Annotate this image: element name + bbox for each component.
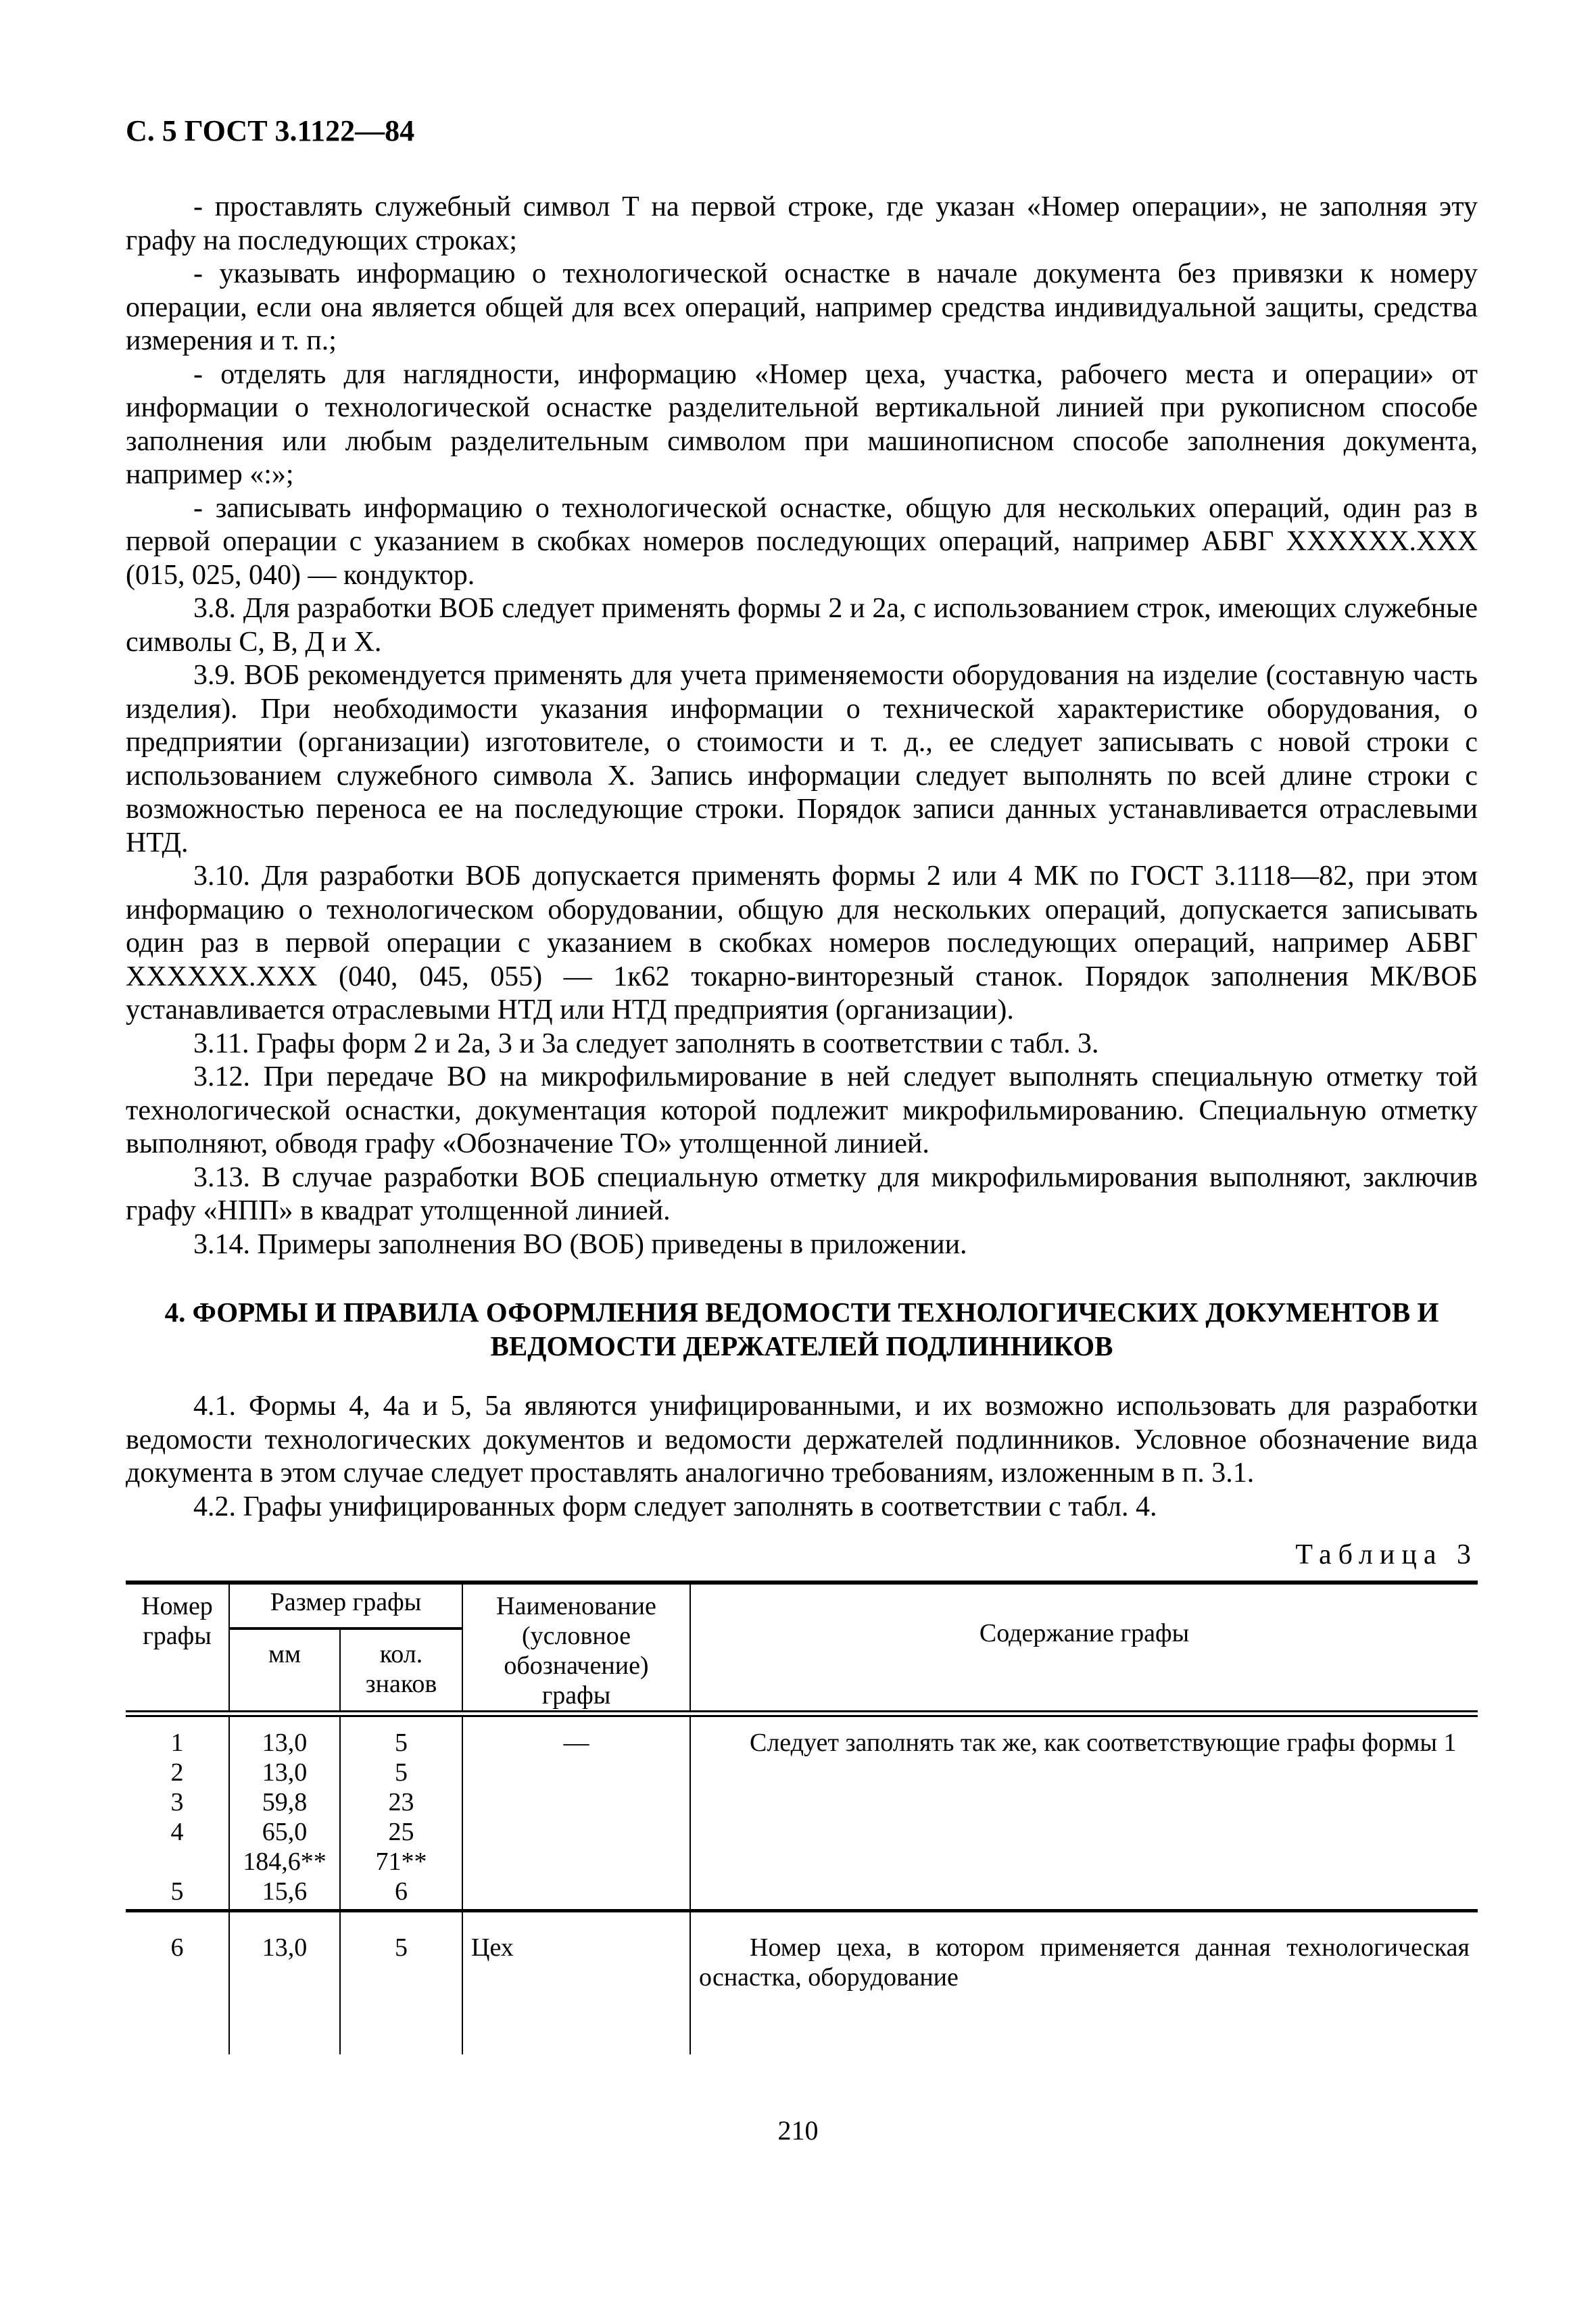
paragraph: 3.9. ВОБ рекомендуется применять для учета применяемости оборудования на изделие (составную часть изделия). При необходимости указания информации о технической характеристике оборудования, о предприятии (организации) изготовителе, о стоимости и т. д., ее следует записывать с новой строки с использованием служебного символа Х. Запись информации следует выполнять по всей длине строки с возможностью переноса ее на последующие строки. Порядок записи данных устанавливается отраслевыми НТД. — [126, 660, 1478, 859]
value: 13,0 — [262, 1728, 308, 1757]
cell-chars: 5 — [340, 1910, 462, 2054]
page-header: С. 5 ГОСТ 3.1122—84 — [126, 114, 415, 147]
section-heading: 4. ФОРМЫ И ПРАВИЛА ОФОРМЛЕНИЯ ВЕДОМОСТИ ТЕХНОЛОГИЧЕСКИХ ДОКУМЕНТОВ И ВЕДОМОСТИ ДЕРЖАТЕЛЕЙ ПОДЛИННИКОВ — [164, 1297, 1439, 1361]
paragraph: - указывать информацию о технологической оснастке в начале документа без привязки к номеру операции, если она является общей для всех операций, например средства индивидуальной защиты, средства измерения и т. п.; — [126, 258, 1478, 356]
value: 6 — [395, 1877, 408, 1906]
header-number: Номер графы — [126, 1583, 229, 1714]
cell-content: Следует заполнять так же, как соответствующие графы формы 1 — [690, 1714, 1478, 1911]
paragraph: - записывать информацию о технологической оснастке, общую для нескольких операций, один раз в первой операции с указанием в скобках номеров последующих операций, например АБВГ ХХХХХХ.ХХХ (015, 025, 040) — кондуктор. — [126, 492, 1478, 591]
value: 5 — [395, 1758, 408, 1787]
paragraph: 4.1. Формы 4, 4а и 5, 5а являются унифицированными, и их возможно использовать для разработки ведомости технологических документов и ведомости держателей подлинников. Условное обозначение вида документа в этом случае следует проставлять аналогично требованиям, изложенным в п. 3.1. — [126, 1391, 1478, 1489]
paragraph: 3.12. При передаче ВО на микрофильмирование в ней следует выполнять специальную отметку той технологической оснастки, документация которой подлежит микрофильмированию. Специальную отметку выполняют, обводя графу «Обозначение ТО» утолщенной линией. — [126, 1061, 1478, 1159]
paragraph: 3.14. Примеры заполнения ВО (ВОБ) приведены в приложении. — [193, 1228, 967, 1260]
table-caption: Таблица 3 — [1295, 1539, 1478, 1570]
table-row — [126, 1910, 1478, 2054]
value: 5 — [395, 1728, 408, 1757]
paragraph: 3.11. Графы форм 2 и 2а, 3 и 3а следует заполнять в соответствии с табл. 3. — [193, 1028, 1099, 1059]
cell-mm — [229, 1714, 340, 1911]
value: 184,6** — [243, 1847, 327, 1876]
header-name: Наименование (условное обозначение) графы — [462, 1583, 690, 1714]
value — [134, 1847, 220, 1877]
header-mm: мм — [229, 1629, 340, 1713]
value: 59,8 — [262, 1787, 308, 1816]
paragraph: - проставлять служебный символ Т на первой строке, где указан «Номер операции», не заполняя эту графу на последующих строках; — [126, 191, 1478, 256]
value: 2 — [170, 1758, 184, 1787]
value: 1 — [170, 1728, 184, 1757]
page-number: 210 — [777, 2115, 819, 2146]
value: 71** — [375, 1847, 427, 1876]
table-row — [126, 1714, 1478, 1911]
value: 65,0 — [262, 1817, 308, 1846]
paragraph: 3.13. В случае разработки ВОБ специальную отметку для микрофильмирования выполняют, заключив графу «НПП» в квадрат утолщенной линией. — [126, 1161, 1478, 1226]
value: 15,6 — [262, 1877, 308, 1906]
table-3 — [126, 1581, 1478, 2054]
value: 4 — [170, 1817, 184, 1846]
header-chars: кол. знаков — [340, 1629, 462, 1713]
value: 5 — [170, 1877, 184, 1906]
document-body — [126, 191, 1478, 2054]
cell-mm: 13,0 — [229, 1910, 340, 2054]
paragraph: 3.10. Для разработки ВОБ допускается применять формы 2 или 4 МК по ГОСТ 3.1118—82, при этом информацию о технологическом оборудовании, общую для нескольких операций, допускается записывать один раз в первой операции с указанием в скобках номеров последующих операций, например АБВГ ХХХХХХ.ХХХ (040, 045, 055) — 1к62 токарно-винторезный станок. Порядок заполнения МК/ВОБ устанавливается отраслевыми НТД или НТД предприятия (организации). — [126, 861, 1478, 1026]
cell-name: Цех — [462, 1910, 690, 2054]
cell-number: 6 — [170, 1933, 184, 1962]
paragraph: 4.2. Графы унифицированных форм следует заполнять в соответствии с табл. 4. — [193, 1491, 1157, 1522]
paragraph: 3.8. Для разработки ВОБ следует применять формы 2 и 2а, с использованием строк, имеющих служебные символы С, В, Д и Х. — [126, 593, 1478, 658]
value: 3 — [170, 1787, 184, 1816]
value: 25 — [388, 1817, 414, 1846]
paragraph: - отделять для наглядности, информацию «Номер цеха, участка, рабочего места и операции» от информации о технологической оснастке разделительной вертикальной линией при рукописном способе заполнения или любым разделительным символом при машинописном способе заполнения документа, например «:»; — [126, 358, 1478, 490]
header-content: Содержание графы — [690, 1583, 1478, 1714]
header-size: Размер графы — [229, 1583, 462, 1629]
cell-chars — [340, 1714, 462, 1911]
cell-name: — — [462, 1714, 690, 1911]
value: 23 — [388, 1787, 414, 1816]
cell-number — [126, 1714, 229, 1911]
value: 13,0 — [262, 1758, 308, 1787]
cell-content: Номер цеха, в котором применяется данная технологическая оснастка, оборудование — [690, 1910, 1478, 2054]
